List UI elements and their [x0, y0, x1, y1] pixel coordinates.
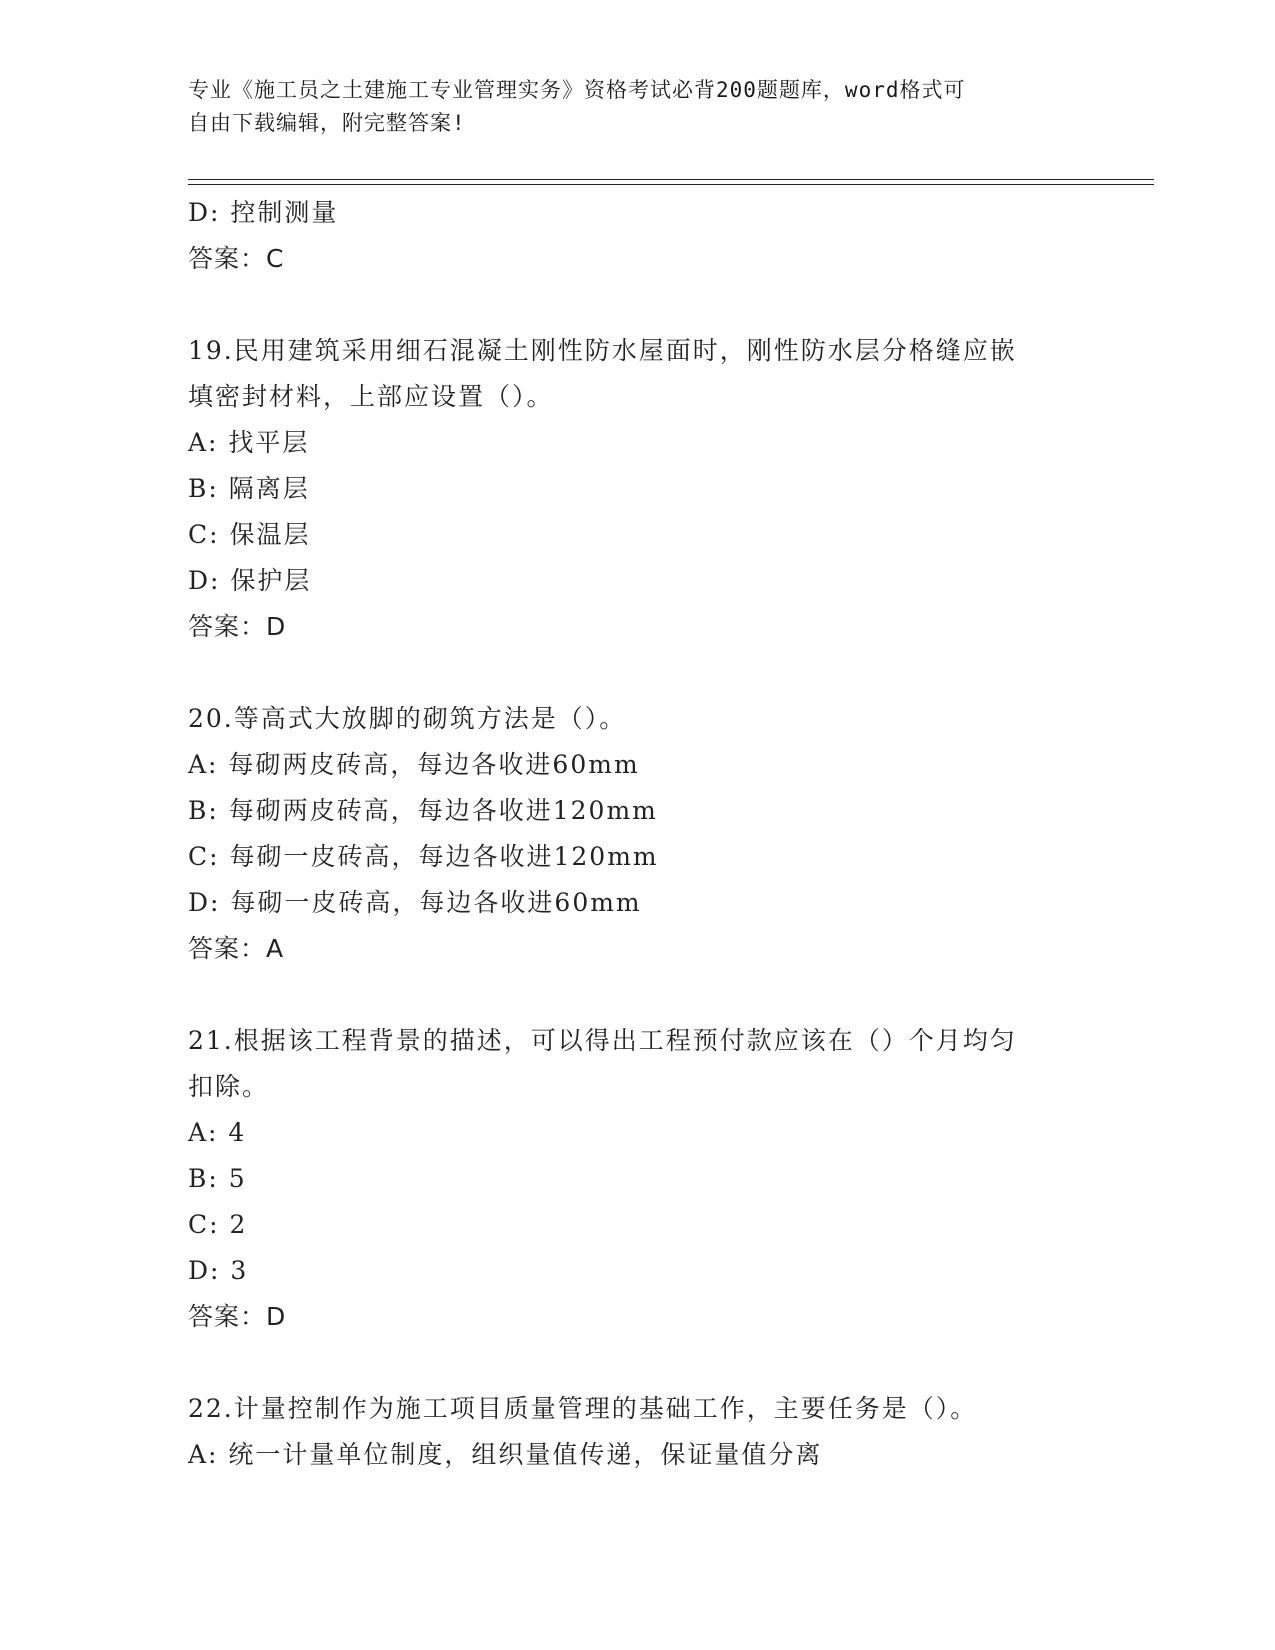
question-list [188, 190, 1088, 1478]
prev-option-d: D: 控制测量 [188, 198, 339, 227]
document-header [188, 74, 1068, 140]
q19-option-c: C: 保温层 [188, 520, 311, 549]
q21-option-a: A: 4 [188, 1118, 247, 1147]
q19-stem-line-1: 19.民用建筑采用细石混凝土刚性防水屋面时，刚性防水层分格缝应嵌 [188, 336, 1017, 365]
spacer [188, 972, 1088, 1018]
q21-stem-line-2: 扣除。 [188, 1072, 270, 1101]
q20-answer: 答案：A [188, 934, 285, 963]
q19-answer: 答案：D [188, 612, 287, 641]
q21-option-b: B: 5 [188, 1164, 247, 1193]
header-line-2: 自由下载编辑，附完整答案! [188, 111, 466, 135]
q19-option-d: D: 保护层 [188, 566, 312, 595]
q20-option-c: C: 每砌一皮砖高，每边各收进120mm [188, 842, 659, 871]
header-divider-bottom [188, 184, 1154, 185]
q19-stem-line-2: 填密封材料，上部应设置（）。 [188, 382, 554, 411]
header-line-1: 专业《施工员之土建施工专业管理实务》资格考试必背200题题库，word格式可 [188, 78, 966, 102]
q20-stem-line-1: 20.等高式大放脚的砌筑方法是（）。 [188, 704, 627, 733]
q21-stem-line-1: 21.根据该工程背景的描述，可以得出工程预付款应该在（）个月均匀 [188, 1026, 1017, 1055]
q22-stem-line-1: 22.计量控制作为施工项目质量管理的基础工作，主要任务是（）。 [188, 1394, 978, 1423]
q20-option-a: A: 每砌两皮砖高，每边各收进60mm [188, 750, 640, 779]
q21-answer: 答案：D [188, 1302, 287, 1331]
q19-option-b: B: 隔离层 [188, 474, 310, 503]
q21-option-c: C: 2 [188, 1210, 248, 1239]
q22-option-a: A: 统一计量单位制度，组织量值传递，保证量值分离 [188, 1440, 823, 1469]
q20-option-d: D: 每砌一皮砖高，每边各收进60mm [188, 888, 642, 917]
prev-answer: 答案：C [188, 244, 285, 273]
spacer [188, 1340, 1088, 1386]
q21-option-d: D: 3 [188, 1256, 249, 1285]
spacer [188, 650, 1088, 696]
spacer [188, 282, 1088, 328]
header-divider-top [188, 179, 1154, 180]
q19-option-a: A: 找平层 [188, 428, 310, 457]
q20-option-b: B: 每砌两皮砖高，每边各收进120mm [188, 796, 658, 825]
